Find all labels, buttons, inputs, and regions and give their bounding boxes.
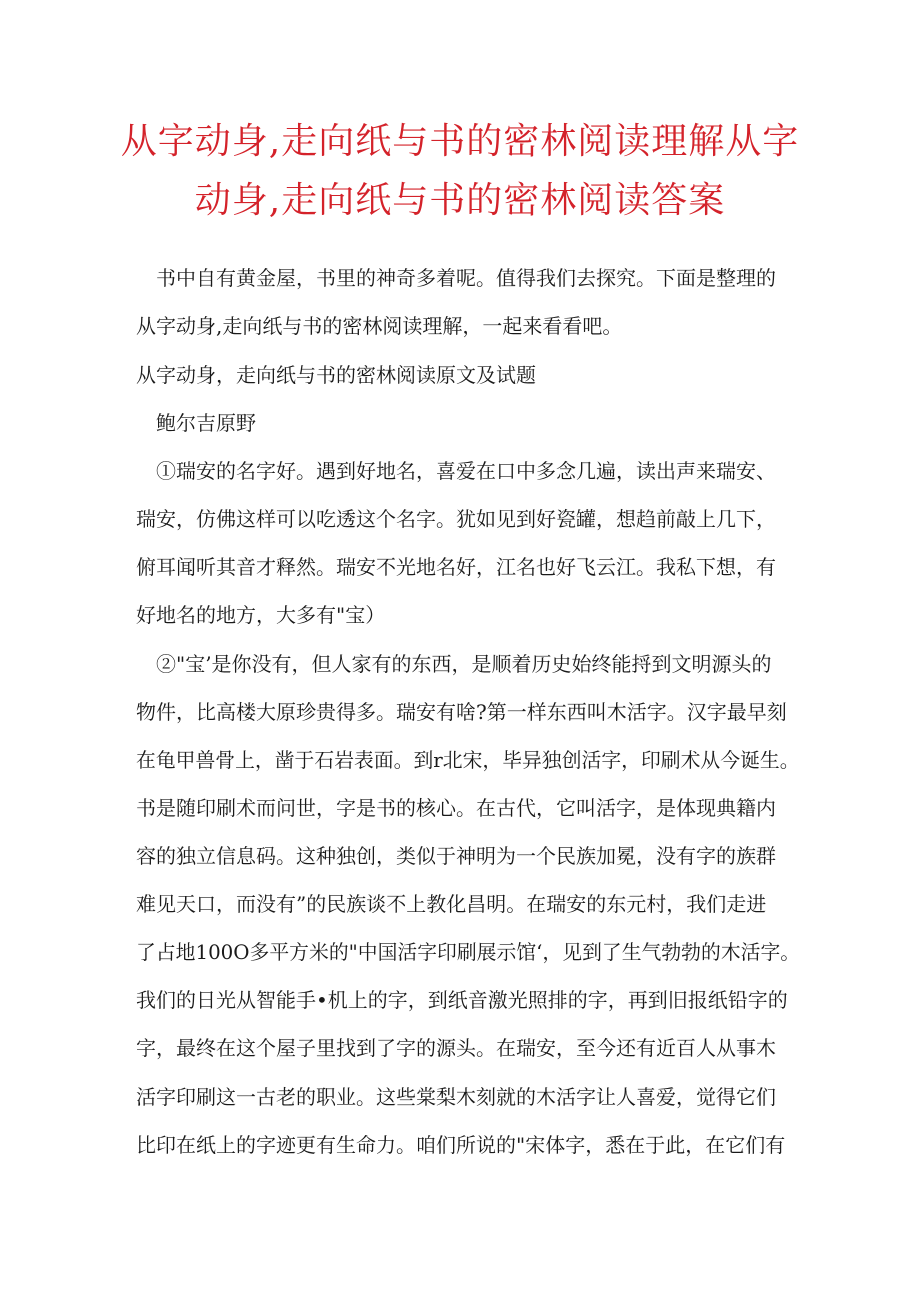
paragraph-2-line-8: 我们的日光从智能手•机上的字，到纸音激光照排的字，再到旧报纸铅字的 [136, 988, 788, 1012]
intro-line-1: 书中自有黄金屋，书里的神奇多着呢。值得我们去探究。下面是整理的 [156, 266, 776, 290]
paragraph-1-line-3: 俯耳闻听其音才释然。瑞安不光地名好，江名也好飞云江。我私下想，有 [136, 555, 776, 579]
paragraph-2-line-9: 字，最终在这个屋子里找到了字的源头。在瑞安，至今还有近百人从事木 [136, 1036, 776, 1060]
intro-line-2: 从字动身,走向纸与书的密林阅读理解，一起来看看吧。 [136, 314, 623, 338]
paragraph-2-line-6: 难见天口，而没有”的民族谈不上教化昌明。在瑞安的东元村，我们走进 [136, 892, 767, 916]
paragraph-2-line-7: 了占地100O多平方米的"中国活字印刷展示馆‘，见到了生气勃勃的木活字。 [136, 940, 801, 964]
paragraph-2-line-3: 在龟甲兽骨上，凿于石岩表面。到r北宋，毕异独创活字，印刷术从今诞生。 [136, 748, 800, 772]
paragraph-1-line-4: 好地名的地方，大多有"宝） [136, 603, 386, 627]
paragraph-2-line-5: 容的独立信息码。这种独创，类似于神明为一个民族加冕，没有字的族群 [136, 844, 776, 868]
paragraph-2-line-11: 比印在纸上的字迹更有生命力。咱们所说的"宋体字，悉在于此，在它们有 [136, 1133, 786, 1157]
paragraph-1-line-1: ①瑞安的名字好。遇到好地名，喜爱在口中多念几遍，读出声来瑞安、 [156, 459, 776, 483]
paragraph-2-line-4: 书是随印刷术而问世，字是书的核心。在古代，它叫活字，是体现典籍内 [136, 796, 776, 820]
paragraph-1-line-2: 瑞安，仿佛这样可以吃透这个名字。犹如见到好瓷罐，想趋前敲上几下， [136, 507, 776, 531]
section-heading: 从字动身，走向纸与书的密林阅读原文及试题 [136, 363, 536, 387]
document-title-line-1: 从字动身,走向纸与书的密林阅读理解从字 [120, 121, 800, 162]
author-name: 鲍尔吉原野 [156, 411, 256, 435]
paragraph-2-line-10: 活字印刷这一古老的职业。这些棠梨木刻就的木活字让人喜爱，觉得它们 [136, 1085, 776, 1109]
paragraph-2-line-2: 物件，比高楼大原珍贵得多。瑞安有啥?第一样东西叫木活字。汉字最早刻 [136, 700, 787, 724]
paragraph-2-line-1: ②"宝’是你没有，但人家有的东西，是顺着历史始终能捋到文明源头的 [156, 652, 772, 676]
document-title-line-2: 动身,走向纸与书的密林阅读答案 [194, 180, 726, 221]
